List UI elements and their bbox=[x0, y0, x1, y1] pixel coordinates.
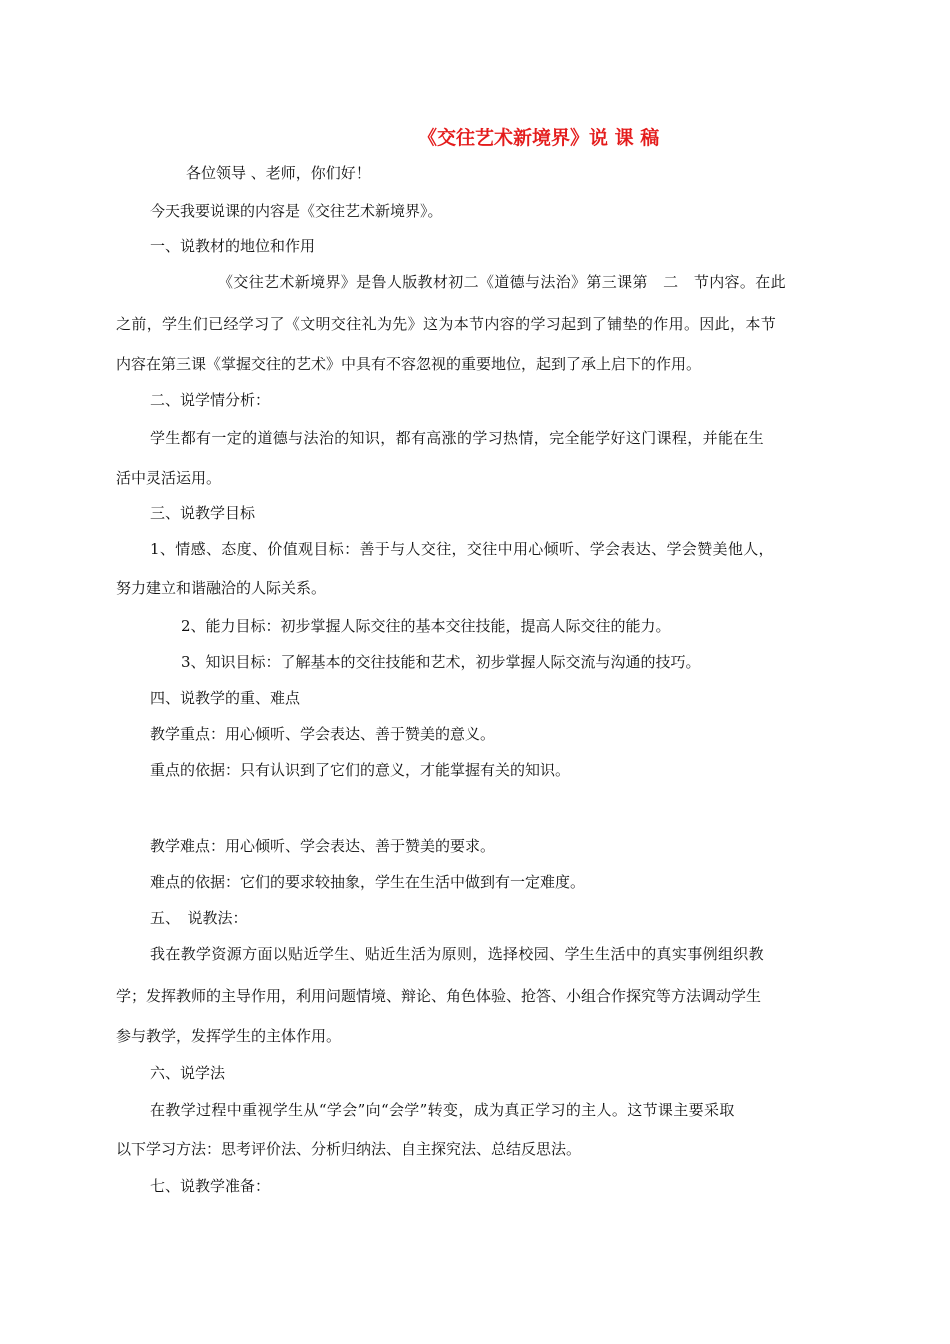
paragraph-line: 参与教学，发挥学生的主体作用。 bbox=[116, 1027, 342, 1045]
paragraph-line: 以下学习方法：思考评价法、分析归纳法、自主探究法、总结反思法。 bbox=[116, 1140, 582, 1158]
goal-item: 1、情感、态度、价值观目标：善于与人交往，交往中用心倾听、学会表达、学会赞美他人， bbox=[150, 540, 774, 558]
greeting: 各位领导 、老师，你们好！ bbox=[186, 164, 371, 182]
paragraph-line: 努力建立和谐融洽的人际关系。 bbox=[116, 579, 327, 597]
paragraph-line: 重点的依据：只有认识到了它们的意义，才能掌握有关的知识。 bbox=[150, 761, 571, 779]
section-heading-6: 六、说学法 bbox=[150, 1064, 226, 1082]
section-heading-1: 一、说教材的地位和作用 bbox=[150, 237, 316, 255]
paragraph-line: 教学难点：用心倾听、学会表达、善于赞美的要求。 bbox=[150, 837, 496, 855]
document-title: 《交往艺术新境界》说 课 稿 bbox=[418, 127, 660, 149]
section-heading-2: 二、说学情分析： bbox=[150, 391, 271, 409]
paragraph-line: 在教学过程中重视学生从“学会”向“会学”转变，成为真正学习的主人。这节课主要采取 bbox=[150, 1101, 735, 1119]
paragraph-line: 活中灵活运用。 bbox=[116, 469, 222, 487]
paragraph-line: 《交往艺术新境界》是鲁人版教材初二《道德与法治》第三课第 二 节内容。在此 bbox=[218, 273, 786, 291]
paragraph-line: 我在教学资源方面以贴近学生、贴近生活为原则，选择校园、学生生活中的真实事例组织教 bbox=[150, 945, 765, 963]
section-heading-3: 三、说教学目标 bbox=[150, 504, 256, 522]
paragraph-line: 教学重点：用心倾听、学会表达、善于赞美的意义。 bbox=[150, 725, 496, 743]
paragraph-line: 难点的依据：它们的要求较抽象，学生在生活中做到有一定难度。 bbox=[150, 873, 586, 891]
intro-paragraph: 今天我要说课的内容是《交往艺术新境界》。 bbox=[150, 202, 443, 220]
paragraph-line: 之前，学生们已经学习了《文明交往礼为先》这为本节内容的学习起到了铺垫的作用。因此，本节 bbox=[116, 315, 777, 333]
section-heading-4: 四、说教学的重、难点 bbox=[150, 689, 301, 707]
goal-item: 2、能力目标：初步掌握人际交往的基本交往技能，提高人际交往的能力。 bbox=[181, 617, 671, 635]
paragraph-line: 内容在第三课《掌握交往的艺术》中具有不容忽视的重要地位，起到了承上启下的作用。 bbox=[116, 355, 702, 373]
section-heading-7: 七、说教学准备： bbox=[150, 1177, 271, 1195]
paragraph-line: 学生都有一定的道德与法治的知识，都有高涨的学习热情，完全能学好这门课程，并能在生 bbox=[150, 429, 765, 447]
paragraph-line: 学；发挥教师的主导作用，利用问题情境、辩论、角色体验、抢答、小组合作探究等方法调动学生 bbox=[116, 987, 762, 1005]
section-heading-5: 五、 说教法： bbox=[150, 909, 248, 927]
goal-item: 3、知识目标：了解基本的交往技能和艺术，初步掌握人际交流与沟通的技巧。 bbox=[181, 653, 701, 671]
